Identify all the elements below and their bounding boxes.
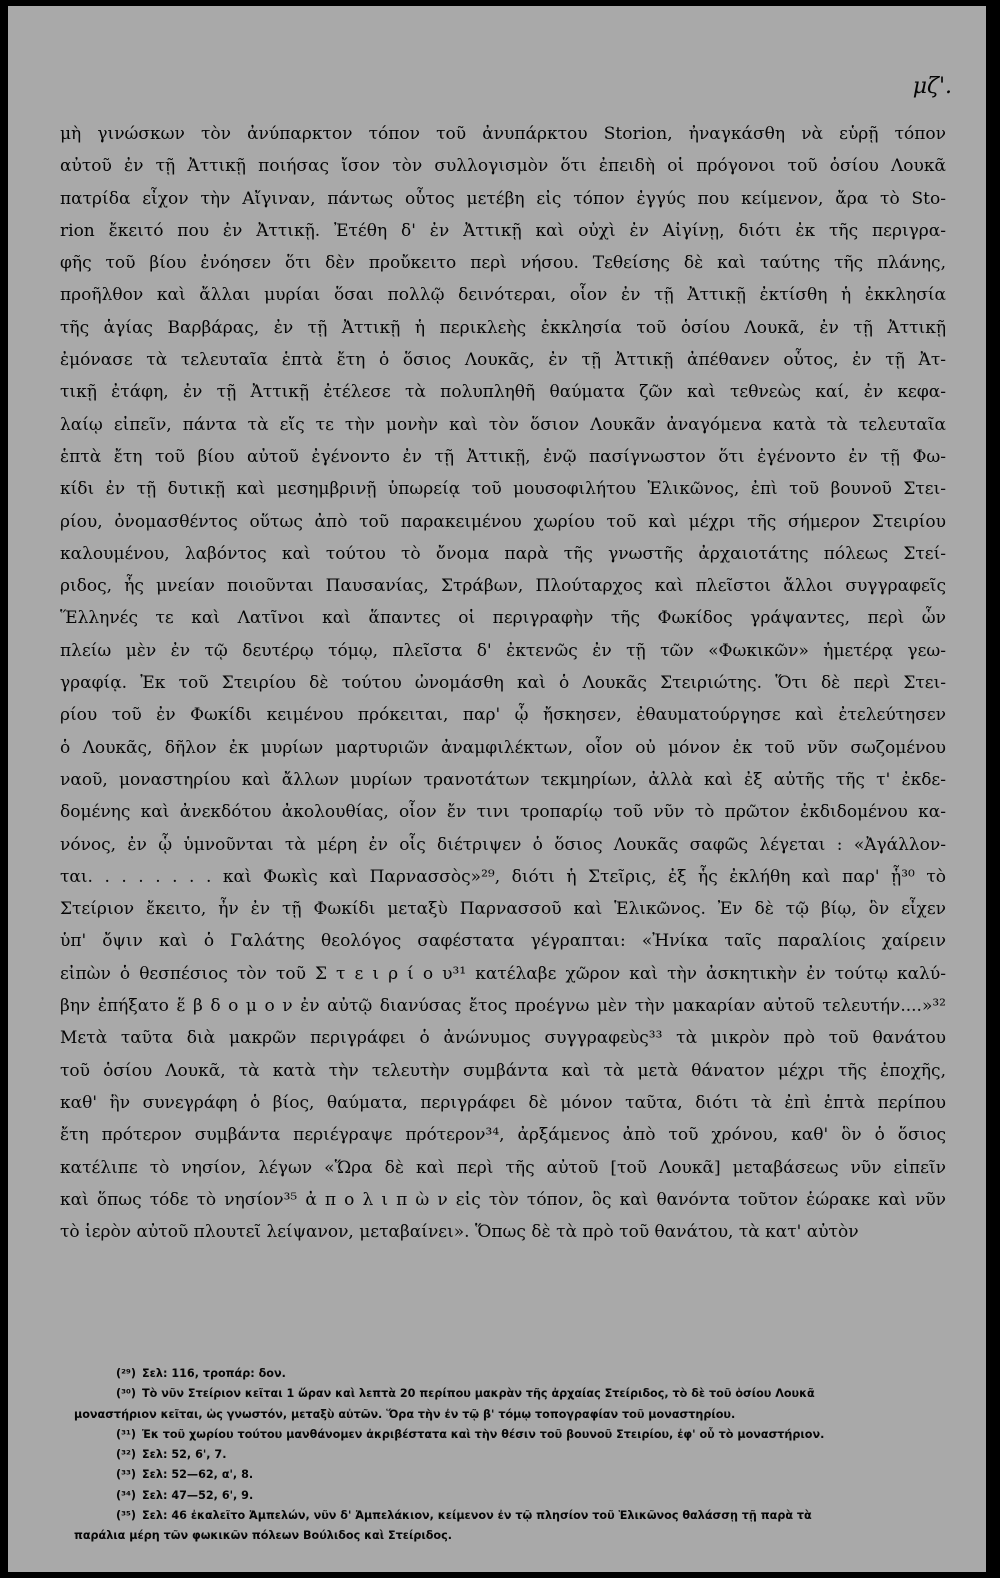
footnote-line [74, 1445, 950, 1465]
footnote-text: Σελ: 52—62, α', 8. [142, 1468, 254, 1482]
body-line: ἑπτὰ ἔτη τοῦ βίου αὐτοῦ ἐγένοντο ἐν τῇ Ἀττικῇ, ἐνῷ πασίγνωστον ὅτι ἐγένοντο ἐν τῇ Φω- [60, 446, 946, 467]
body-line: ναοῦ, μοναστηρίου καὶ ἄλλων μυρίων τρανοτάτων τεκμηρίων, ἀλλὰ καὶ ἐξ αὐτῆς τῆς τ' ἐκδε- [60, 769, 946, 790]
footnote-text: παράλια μέρη τῶν φωκικῶν πόλεων Βούλιδος καὶ Στείριδος. [74, 1529, 452, 1543]
body-line: ριδος, ἧς μνείαν ποιοῦνται Παυσανίας, Στράβων, Πλούταρχος καὶ πλεῖστοι ἄλλοι συγγραφεῖς [60, 576, 946, 597]
body-line: προῆλθον καὶ ἄλλαι μυρίαι ὅσαι πολλῷ δεινότεραι, οἷον ἐν τῇ Ἀττικῇ ἐκτίσθη ἡ ἐκκλησία [60, 285, 946, 306]
footnote-line [74, 1486, 950, 1506]
footnote-number: (³⁰) [116, 1387, 137, 1401]
body-line: κίδι ἐν τῇ δυτικῇ καὶ μεσημβρινῇ ὑπωρείᾳ τοῦ μουσοφιλήτου Ἑλικῶνος, ἐπὶ τοῦ βουνοῦ Στει- [60, 479, 946, 500]
footnote-text: Σελ: 52, 6', 7. [142, 1448, 227, 1462]
page-number: μζ'. [912, 74, 952, 99]
footnote-text: Ἐκ τοῦ χωρίου τούτου μανθάνομεν ἀκριβέστατα καὶ τὴν θέσιν τοῦ βουνοῦ Στειρίου, ἐφ' οὗ τὸ μοναστήριον. [142, 1427, 825, 1441]
body-line: ἔτη πρότερον συμβάντα περιέγραψε πρότερον³⁴, ἀρξάμενος ἀπὸ τοῦ χρόνου, καθ' ὃν ὁ ὅσιος [60, 1125, 946, 1146]
body-line: ται. . . . . . . . καὶ Φωκὶς καὶ Παρνασσὸς»²⁹, διότι ἡ Στεῖρις, ἐξ ἧς ἐκλήθη καὶ παρ' ᾗ³⁰ τὸ [60, 866, 946, 887]
body-line: Μετὰ ταῦτα διὰ μακρῶν περιγράφει ὁ ἀνώνυμος συγγραφεὺς³³ τὰ μικρὸν πρὸ τοῦ θανάτου [60, 1028, 946, 1049]
body-line: μὴ γινώσκων τὸν ἀνύπαρκτον τόπον τοῦ ἀνυπάρκτου Storion, ἠναγκάσθη νὰ εὑρῇ τόπον [60, 124, 946, 144]
body-line: λαίῳ εἰπεῖν, πάντα τὰ εἴς τε τὴν μονὴν καὶ τὸν ὅσιον Λουκᾶν ἀναγόμενα κατὰ τὰ τελευταῖα [60, 414, 946, 435]
footnote-number: (³²) [116, 1448, 137, 1462]
footnotes [74, 1364, 950, 1547]
body-line: νόνος, ἐν ᾧ ὑμνοῦνται τὰ μέρη ἐν οἷς διέτριψεν ὁ ὅσιος Λουκᾶς σαφῶς λέγεται : «Ἀγάλλον- [60, 834, 946, 855]
footnote-text: Σελ: 47—52, 6', 9. [142, 1488, 254, 1502]
body-line: βην ἐπήξατο ἕ β δ ο μ ο ν ἐν αὐτῷ διανύσας ἔτος προέγνω μὲν τὴν μακαρίαν αὐτοῦ τελευτήν....»³² [60, 996, 946, 1017]
body-line: τοῦ ὁσίου Λουκᾶ, τὰ κατὰ τὴν τελευτὴν συμβάντα καὶ τὰ μετὰ θάνατον μέχρι τῆς ἐποχῆς, [60, 1060, 946, 1081]
body-line: ὑπ' ὄψιν καὶ ὁ Γαλάτης θεολόγος σαφέστατα γέγραπται: «Ἠνίκα ταῖς παραλίοις χαίρειν [60, 931, 946, 952]
body-line: αὐτοῦ ἐν τῇ Ἀττικῇ ποιήσας ἴσον τὸν συλλογισμὸν ὅτι ἐπειδὴ οἱ πρόγονοι τοῦ ὁσίου Λουκᾶ [60, 156, 946, 177]
footnote-number: (²⁹) [116, 1367, 137, 1380]
body-line: τῆς ἁγίας Βαρβάρας, ἐν τῇ Ἀττικῇ ἡ περικλεὴς ἐκκλησία τοῦ ὁσίου Λουκᾶ, ἐν τῇ Ἀττικῇ [60, 317, 946, 338]
footnote-text: μοναστήριον κεῖται, ὡς γνωστόν, μεταξὺ αὐτῶν. Ὅρα τὴν ἐν τῷ β' τόμῳ τοπογραφίαν τοῦ μοναστηρίου. [74, 1407, 736, 1421]
body-line: καθ' ἣν συνεγράφη ὁ βίος, θαύματα, περιγράφει δὲ μόνον ταῦτα, διότι τὰ ἐπὶ ἑπτὰ περίπου [60, 1092, 946, 1113]
footnote-line [74, 1384, 950, 1404]
footnote-line [74, 1425, 950, 1445]
body-line: ρίου τοῦ ἐν Φωκίδι κειμένου πρόκειται, παρ' ᾧ ἤσκησεν, ἐθαυματούργησε καὶ ἐτελεύτησεν [60, 705, 946, 726]
footnote-line [74, 1364, 950, 1384]
body-line: Ἕλληνές τε καὶ Λατῖνοι καὶ ἅπαντες οἱ περιγραφὴν τῆς Φωκίδος γράψαντες, περὶ ὧν [60, 608, 946, 629]
body-line: κατέλιπε τὸ νησίον, λέγων «Ὥρα δὲ καὶ περὶ τῆς αὐτοῦ [τοῦ Λουκᾶ] μεταβάσεως νῦν εἰπεῖν [60, 1157, 946, 1178]
body-line: τὸ ἱερὸν αὐτοῦ πλουτεῖ λείψανον, μεταβαίνει». Ὅπως δὲ τὰ πρὸ τοῦ θανάτου, τὰ κατ' αὐτὸν [60, 1222, 859, 1243]
footnote-text: Σελ: 116, τροπάρ: δον. [142, 1367, 286, 1380]
body-line: ὁ Λουκᾶς, δῆλον ἐκ μυρίων μαρτυριῶν ἀναμφιλέκτων, οἷον οὐ μόνον ἐκ τοῦ νῦν σωζομένου [60, 737, 946, 758]
body-line: γραφίᾳ. Ἐκ τοῦ Στειρίου δὲ τούτου ὠνομάσθη καὶ ὁ Λουκᾶς Στειριώτης. Ὅτι δὲ περὶ Στει- [60, 673, 946, 694]
footnote-line [74, 1405, 950, 1425]
footnote-line [74, 1526, 950, 1546]
body-line: καὶ ὅπως τόδε τὸ νησίον³⁵ ἀ π ο λ ι π ὼ ν εἰς τὸν τόπον, ὃς καὶ θανόντα τοῦτον ἑώρακε καὶ νῦν [60, 1189, 946, 1210]
body-line: φῆς τοῦ βίου ἐνόησεν ὅτι δὲν προὔκειτο περὶ νήσου. Τεθείσης δὲ καὶ ταύτης τῆς πλάνης, [60, 253, 946, 274]
body-line: ἐμόνασε τὰ τελευταῖα ἑπτὰ ἔτη ὁ ὅσιος Λουκᾶς, ἐν τῇ Ἀττικῇ ἀπέθανεν οὗτος, ἐν τῇ Ἀτ- [60, 350, 946, 371]
body-line: πλείω μὲν ἐν τῷ δευτέρῳ τόμῳ, πλεῖστα δ' ἐκτενῶς ἐν τῇ τῶν «Φωκικῶν» ἡμετέρᾳ γεω- [60, 640, 946, 661]
footnote-text: Σελ: 46 ἐκαλεῖτο Ἀμπελών, νῦν δ' Ἀμπελάκιον, κείμενον ἐν τῷ πλησίον τοῦ Ἑλικῶνος θαλάσσῃ τῇ παρὰ τὰ [142, 1509, 812, 1523]
body-line: Στείριον ἔκειτο, ἦν ἐν τῇ Φωκίδι μεταξὺ Παρνασσοῦ καὶ Ἑλικῶνος. Ἐν δὲ τῷ βίῳ, ὃν εἶχεν [60, 899, 946, 920]
body-line: καλουμένου, λαβόντος καὶ τούτου τὸ ὄνομα παρὰ τῆς γνωστῆς ἀρχαιοτάτης πόλεως Στεί- [60, 543, 946, 564]
footnote-line [74, 1465, 950, 1485]
footnote-number: (³³) [116, 1468, 137, 1482]
body-line: εἰπὼν ὁ θεσπέσιος τὸν τοῦ Σ τ ε ι ρ ί ο υ³¹ κατέλαβε χῶρον καὶ τὴν ἀσκητικὴν ἐν τούτῳ καλύ- [60, 963, 946, 984]
scanned-page [8, 6, 986, 1572]
body-line: τικῇ ἐτάφη, ἐν τῇ Ἀττικῇ ἐτέλεσε τὰ πολυπληθῆ θαύματα ζῶν καὶ τεθνεὼς καί, ἐν κεφα- [60, 382, 946, 403]
body-line: ρίου, ὀνομασθέντος οὕτως ἀπὸ τοῦ παρακειμένου χωρίου τοῦ καὶ μέχρι τῆς σήμερον Στειρίου [60, 511, 946, 532]
footnote-line [74, 1506, 950, 1526]
footnote-number: (³⁵) [116, 1509, 137, 1523]
footnote-number: (³¹) [116, 1427, 137, 1441]
body-line: δομένης καὶ ἀνεκδότου ἀκολουθίας, οἷον ἔν τινι τροπαρίῳ τοῦ νῦν τὸ πρῶτον ἐκδιδομένου κα- [60, 802, 946, 823]
footnote-text: Τὸ νῦν Στείριον κεῖται 1 ὥραν καὶ λεπτὰ 20 περίπου μακρὰν τῆς ἀρχαίας Στείριδος, τὸ δὲ τοῦ ὁσίου Λουκᾶ [142, 1387, 815, 1401]
body-line: πατρίδα εἶχον τὴν Αἴγιναν, πάντως οὗτος μετέβη εἰς τόπον ἐγγύς που κείμενον, ἄρα τὸ Sto- [60, 188, 946, 209]
body-text [60, 118, 946, 1248]
footnote-number: (³⁴) [116, 1488, 137, 1502]
body-line: rion ἔκειτό που ἐν Ἀττικῇ. Ἐτέθη δ' ἐν Ἀττικῇ καὶ οὐχὶ ἐν Αἰγίνῃ, διότι ἐκ τῆς περιγρα- [60, 220, 946, 241]
